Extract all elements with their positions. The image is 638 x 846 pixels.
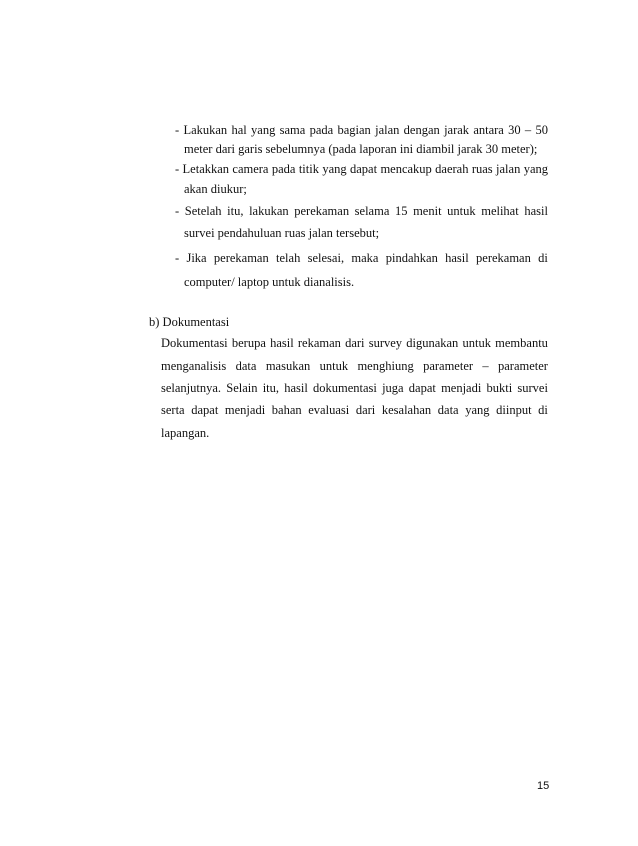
word: –	[524, 123, 532, 137]
word: perekaman	[294, 204, 350, 218]
word: -	[175, 204, 180, 218]
word: survey	[368, 336, 403, 350]
word: di	[538, 251, 548, 265]
word: ruas	[471, 162, 493, 176]
word: di	[538, 403, 548, 417]
word: camera	[232, 162, 269, 176]
word: -	[175, 162, 180, 176]
word: untuk	[447, 204, 476, 218]
word: dengan	[403, 123, 440, 137]
word: telah	[276, 251, 301, 265]
word: hasil	[284, 381, 308, 395]
word: kesalahan	[381, 403, 432, 417]
paragraph-line-4	[161, 403, 548, 417]
word: bagian	[337, 123, 371, 137]
word: daerah	[435, 162, 469, 176]
word: pada	[309, 123, 334, 137]
word: 15	[394, 204, 408, 218]
word: –	[482, 359, 489, 373]
word: 50	[535, 123, 548, 137]
bullet-1-line-2: meter dari garis sebelumnya (pada laporan ini diambil jarak 30 meter);	[184, 142, 538, 156]
word: Dokumentasi	[161, 336, 228, 350]
word: dapat	[350, 162, 378, 176]
word: hasil	[445, 251, 469, 265]
word: bahan	[271, 403, 302, 417]
word: berupa	[231, 336, 266, 350]
word: sama	[279, 123, 306, 137]
word: perekaman	[476, 251, 531, 265]
word: hal	[231, 123, 247, 137]
word: diinput	[496, 403, 532, 417]
word: mencakup	[380, 162, 432, 176]
word: yang	[523, 162, 548, 176]
word: -	[175, 251, 180, 265]
word: menjadi	[441, 381, 482, 395]
word: selama	[354, 204, 390, 218]
bullet-4-line-1	[175, 251, 548, 265]
word: perekaman	[213, 251, 269, 265]
word: lakukan	[249, 204, 289, 218]
word: jarak	[444, 123, 470, 137]
word: selanjutnya.	[161, 381, 222, 395]
word: itu,	[227, 204, 244, 218]
word: parameter	[498, 359, 548, 373]
word: dapat	[408, 381, 436, 395]
bullet-4-line-2: computer/ laptop untuk dianalisis.	[184, 275, 355, 289]
page-number: 15	[537, 780, 550, 792]
word: survei	[517, 381, 548, 395]
paragraph-line-5: lapangan.	[161, 426, 210, 440]
word: titik	[298, 162, 319, 176]
word: selesai,	[307, 251, 345, 265]
word: yang	[251, 123, 276, 137]
word: Lakukan	[183, 123, 228, 137]
word: evaluasi	[308, 403, 350, 417]
section-heading: b) Dokumentasi	[149, 315, 230, 329]
word: itu,	[262, 381, 280, 395]
word: untuk	[319, 359, 349, 373]
word: masukan	[265, 359, 311, 373]
word: dari	[345, 336, 365, 350]
bullet-2-line-1	[175, 162, 548, 176]
word: -	[175, 123, 180, 137]
word: Letakkan	[182, 162, 230, 176]
bullet-1-line-1	[175, 123, 548, 137]
word: rekaman	[297, 336, 341, 350]
word: bukti	[486, 381, 513, 395]
word: menghiung	[357, 359, 414, 373]
word: antara	[473, 123, 504, 137]
word: hasil	[270, 336, 294, 350]
word: data	[437, 403, 459, 417]
word: menjadi	[224, 403, 266, 417]
word: menit	[413, 204, 442, 218]
word: serta	[161, 403, 185, 417]
word: dapat	[191, 403, 219, 417]
word: maka	[351, 251, 379, 265]
word: jalan	[496, 162, 521, 176]
word: dokumentasi	[313, 381, 377, 395]
word: 30	[508, 123, 521, 137]
paragraph-line-2	[161, 359, 548, 373]
paragraph-line-3	[161, 381, 548, 395]
word: hasil	[524, 204, 548, 218]
word: Selain	[226, 381, 258, 395]
word: menganalisis	[161, 359, 227, 373]
word: untuk	[462, 336, 491, 350]
bullet-3-line-1	[175, 204, 548, 218]
word: juga	[382, 381, 404, 395]
word: membantu	[495, 336, 548, 350]
word: Setelah	[184, 204, 222, 218]
word: Jika	[186, 251, 207, 265]
word: digunakan	[406, 336, 459, 350]
word: yang	[465, 403, 490, 417]
word: data	[235, 359, 257, 373]
word: pindahkan	[385, 251, 438, 265]
word: pada	[271, 162, 296, 176]
word: dari	[355, 403, 376, 417]
word: yang	[322, 162, 347, 176]
paragraph-line-1	[161, 336, 548, 350]
word: jalan	[375, 123, 400, 137]
word: melihat	[481, 204, 519, 218]
word: parameter	[423, 359, 474, 373]
bullet-2-line-2: akan diukur;	[184, 182, 247, 196]
bullet-3-line-2: survei pendahuluan ruas jalan tersebut;	[184, 226, 380, 240]
